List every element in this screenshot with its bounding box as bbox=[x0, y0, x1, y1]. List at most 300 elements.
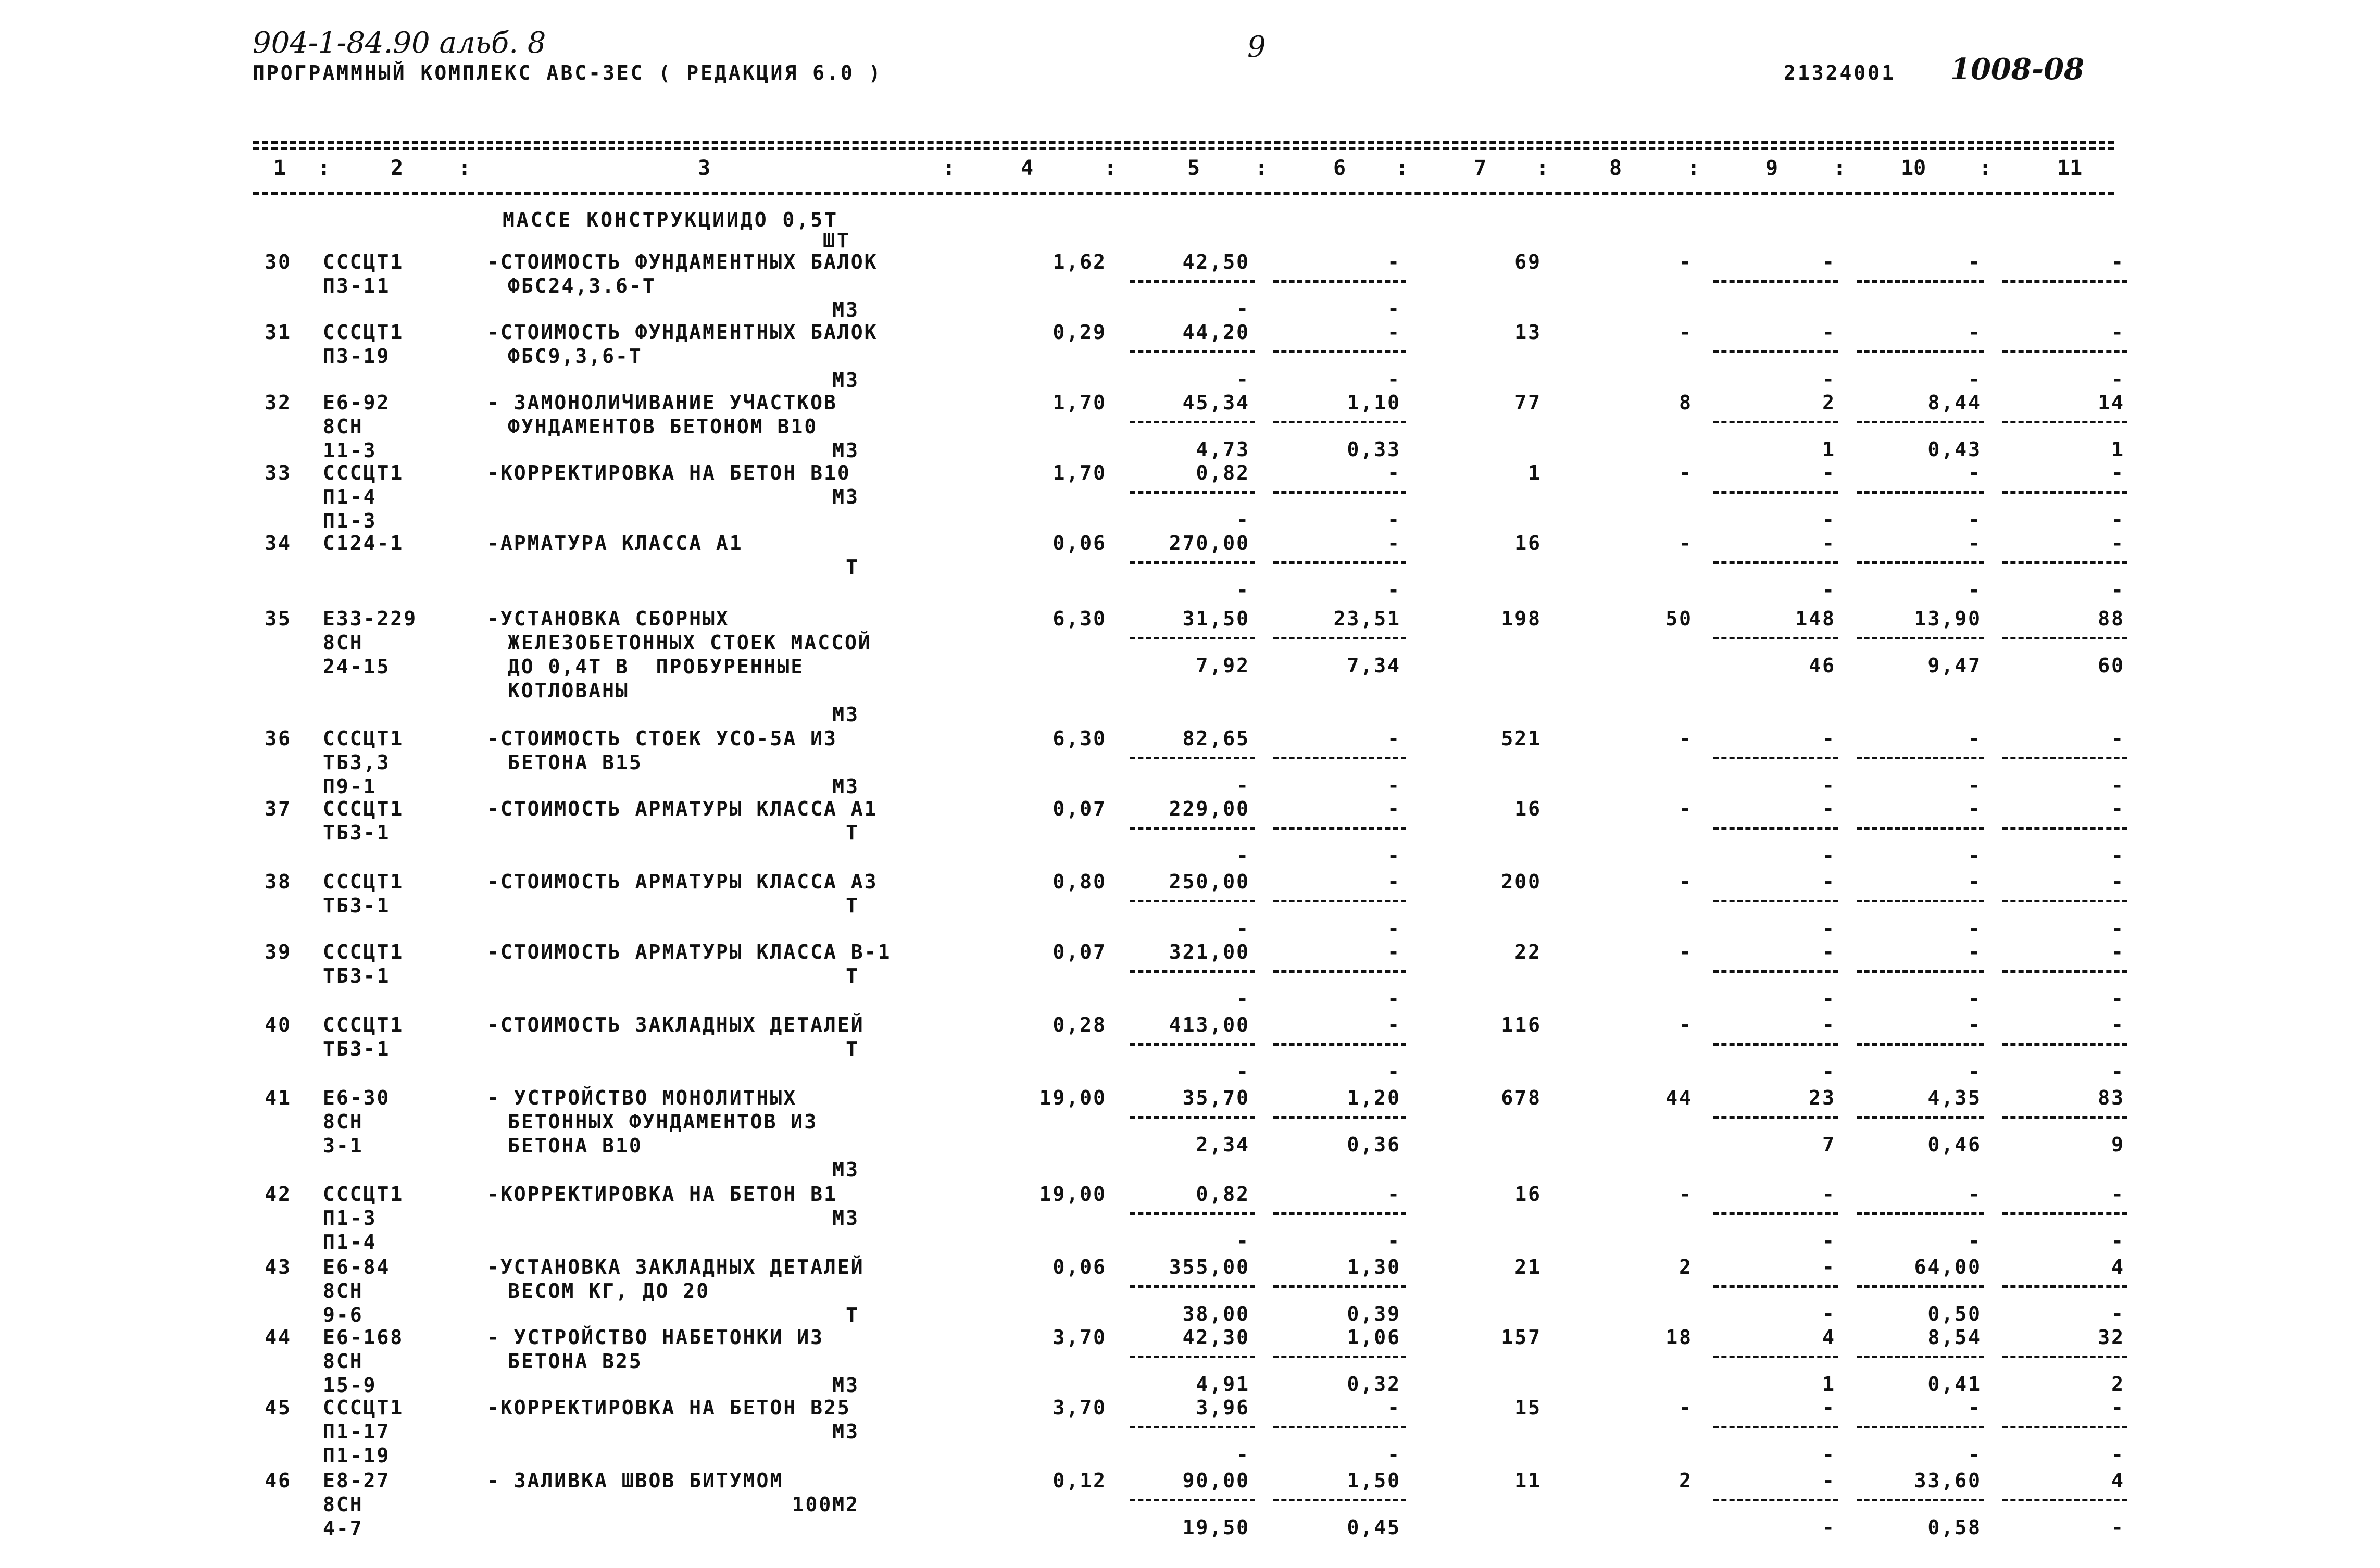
cell-c5b: - bbox=[1236, 917, 1250, 940]
cell-c10b: 0,41 bbox=[1927, 1373, 1982, 1396]
row-number: 33 bbox=[265, 461, 292, 484]
cell-c10b: 0,50 bbox=[1927, 1302, 1982, 1325]
cell-c11: - bbox=[2111, 321, 2125, 344]
cell-c7: 77 bbox=[1514, 391, 1542, 414]
cell-divider bbox=[1713, 637, 1838, 639]
row-description: ДО 0,4Т В ПРОБУРЕННЫЕ bbox=[508, 655, 805, 678]
row-code: 11-3 bbox=[323, 439, 377, 462]
cell-divider bbox=[1713, 1043, 1838, 1046]
cell-divider bbox=[1130, 1499, 1255, 1501]
cell-c4: 0,80 bbox=[1053, 870, 1107, 893]
cell-divider bbox=[1130, 1116, 1255, 1119]
column-separator: : bbox=[1687, 156, 1700, 180]
row-code: П1-3 bbox=[323, 509, 377, 532]
column-separator: : bbox=[1979, 156, 1992, 180]
cell-c11: - bbox=[2111, 727, 2125, 750]
cell-c6: - bbox=[1387, 727, 1401, 750]
cell-c11b: - bbox=[2111, 368, 2125, 391]
cell-c8: 18 bbox=[1665, 1326, 1693, 1349]
row-unit: М3 bbox=[832, 298, 859, 321]
table-row bbox=[0, 870, 2380, 940]
cell-c5b: - bbox=[1236, 774, 1250, 797]
cell-divider bbox=[1857, 350, 1984, 353]
cell-c4: 0,28 bbox=[1053, 1013, 1107, 1036]
cell-c5: 45,34 bbox=[1182, 391, 1250, 414]
cell-c10: 33,60 bbox=[1914, 1469, 1982, 1492]
column-header-8: 8 bbox=[1609, 156, 1622, 180]
cell-c10: - bbox=[1968, 461, 1982, 484]
cell-c5: 321,00 bbox=[1169, 940, 1250, 963]
cell-c4: 0,07 bbox=[1053, 940, 1107, 963]
row-unit: Т bbox=[846, 821, 859, 844]
cell-c10: - bbox=[1968, 870, 1982, 893]
cell-divider bbox=[1857, 757, 1984, 759]
cell-c5: 3,96 bbox=[1196, 1396, 1250, 1419]
cell-c9b: - bbox=[1822, 1516, 1836, 1539]
row-code: П1-19 bbox=[323, 1444, 391, 1467]
cell-c6b: - bbox=[1387, 508, 1401, 531]
cell-divider bbox=[1713, 280, 1838, 283]
table-row bbox=[0, 531, 2380, 602]
cell-c11b: - bbox=[2111, 1060, 2125, 1083]
handwritten-code: 1008-08 bbox=[1950, 52, 2085, 86]
cell-c11b: - bbox=[2111, 1516, 2125, 1539]
cell-c9: 2 bbox=[1822, 391, 1836, 414]
table-row bbox=[0, 726, 2380, 797]
row-code: П3-11 bbox=[323, 274, 391, 297]
cell-divider bbox=[1713, 350, 1838, 353]
cell-divider bbox=[1273, 827, 1406, 830]
row-unit: М3 bbox=[832, 1374, 859, 1397]
cell-c9b: - bbox=[1822, 917, 1836, 940]
table-row bbox=[0, 1469, 2380, 1539]
cell-c4: 1,70 bbox=[1053, 461, 1107, 484]
row-description: - ЗАМОНОЛИЧИВАНИЕ УЧАСТКОВ bbox=[487, 391, 837, 414]
continuation-unit: ШТ bbox=[823, 229, 851, 252]
row-number: 42 bbox=[265, 1183, 292, 1206]
cell-c11b: 1 bbox=[2111, 438, 2125, 461]
cell-c9: - bbox=[1822, 870, 1836, 893]
cell-divider bbox=[1713, 421, 1838, 423]
cell-c5: 413,00 bbox=[1169, 1013, 1250, 1036]
cell-divider bbox=[1130, 757, 1255, 759]
cell-c8: 2 bbox=[1679, 1469, 1693, 1492]
cell-c9: - bbox=[1822, 321, 1836, 344]
cell-c9: - bbox=[1822, 727, 1836, 750]
row-description: - ЗАЛИВКА ШВОВ БИТУМОМ bbox=[487, 1469, 784, 1492]
cell-c10b: - bbox=[1968, 774, 1982, 797]
column-header-5: 5 bbox=[1187, 156, 1200, 180]
row-description: -СТОИМОСТЬ АРМАТУРЫ КЛАССА А3 bbox=[487, 870, 878, 893]
cell-c10: - bbox=[1968, 1396, 1982, 1419]
cell-divider bbox=[2002, 1426, 2127, 1428]
cell-c10: 4,35 bbox=[1927, 1086, 1982, 1109]
column-header-6: 6 bbox=[1333, 156, 1346, 180]
cell-c9b: 46 bbox=[1809, 654, 1836, 677]
row-number: 45 bbox=[265, 1396, 292, 1419]
cell-c11: - bbox=[2111, 1396, 2125, 1419]
cell-c5b: - bbox=[1236, 1060, 1250, 1083]
cell-divider bbox=[1713, 1499, 1838, 1501]
cell-divider bbox=[1713, 561, 1838, 564]
cell-divider bbox=[1273, 1426, 1406, 1428]
cell-c10: - bbox=[1968, 940, 1982, 963]
cell-c4: 1,70 bbox=[1053, 391, 1107, 414]
cell-divider bbox=[1857, 900, 1984, 902]
cell-divider bbox=[2002, 1212, 2127, 1215]
cell-c6b: 7,34 bbox=[1347, 654, 1401, 677]
row-code: Е6-168 bbox=[323, 1326, 404, 1349]
cell-c9: - bbox=[1822, 461, 1836, 484]
row-description: -КОРРЕКТИРОВКА НА БЕТОН В25 bbox=[487, 1396, 851, 1419]
cell-divider bbox=[2002, 1356, 2127, 1358]
row-number: 43 bbox=[265, 1256, 292, 1278]
cell-c5b: - bbox=[1236, 368, 1250, 391]
row-description: -СТОИМОСТЬ АРМАТУРЫ КЛАССА А1 bbox=[487, 797, 878, 820]
cell-c6: - bbox=[1387, 461, 1401, 484]
cell-c9: 148 bbox=[1795, 607, 1836, 630]
column-header-7: 7 bbox=[1474, 156, 1487, 180]
cell-c11: 83 bbox=[2098, 1086, 2125, 1109]
row-number: 36 bbox=[265, 727, 292, 750]
row-code: П9-1 bbox=[323, 775, 377, 798]
cell-c6b: 0,45 bbox=[1347, 1516, 1401, 1539]
cell-c5: 229,00 bbox=[1169, 797, 1250, 820]
cell-divider bbox=[1713, 1356, 1838, 1358]
cell-divider bbox=[1713, 900, 1838, 902]
row-unit: М3 bbox=[832, 775, 859, 798]
cell-c10b: 0,58 bbox=[1927, 1516, 1982, 1539]
row-code: П1-3 bbox=[323, 1207, 377, 1230]
cell-divider bbox=[1857, 421, 1984, 423]
cell-c5b: - bbox=[1236, 297, 1250, 320]
row-code: П1-4 bbox=[323, 485, 377, 508]
row-unit: Т bbox=[846, 1037, 859, 1060]
cell-c8: - bbox=[1679, 532, 1693, 555]
cell-c11b: 60 bbox=[2098, 654, 2125, 677]
cell-c11b: - bbox=[2111, 774, 2125, 797]
cell-c9: - bbox=[1822, 1469, 1836, 1492]
cell-c5b: - bbox=[1236, 987, 1250, 1010]
column-header-4: 4 bbox=[1021, 156, 1034, 180]
row-unit: М3 bbox=[832, 1207, 859, 1230]
cell-c11: - bbox=[2111, 1013, 2125, 1036]
cell-c10b: 0,46 bbox=[1927, 1133, 1982, 1156]
cell-c4: 0,07 bbox=[1053, 797, 1107, 820]
row-code: 8СН bbox=[323, 1350, 364, 1373]
cell-c4: 3,70 bbox=[1053, 1326, 1107, 1349]
cell-c9b: - bbox=[1822, 987, 1836, 1010]
cell-c4: 3,70 bbox=[1053, 1396, 1107, 1419]
row-unit: 100М2 bbox=[792, 1493, 859, 1516]
cell-c10b: - bbox=[1968, 508, 1982, 531]
column-separator: : bbox=[318, 156, 331, 180]
cell-c10b: - bbox=[1968, 844, 1982, 867]
cell-divider bbox=[1130, 637, 1255, 639]
cell-c7: 521 bbox=[1501, 727, 1542, 750]
cell-divider bbox=[1713, 970, 1838, 973]
cell-divider bbox=[1130, 1285, 1255, 1288]
table-row bbox=[0, 1396, 2380, 1466]
cell-divider bbox=[1273, 1043, 1406, 1046]
cell-c6: - bbox=[1387, 321, 1401, 344]
cell-c10: - bbox=[1968, 321, 1982, 344]
cell-c11b: - bbox=[2111, 987, 2125, 1010]
cell-c5: 0,82 bbox=[1196, 1183, 1250, 1206]
cell-c6b: - bbox=[1387, 1230, 1401, 1252]
cell-c4: 0,29 bbox=[1053, 321, 1107, 344]
cell-c7: 157 bbox=[1501, 1326, 1542, 1349]
cell-c9b: - bbox=[1822, 1302, 1836, 1325]
cell-c11: 88 bbox=[2098, 607, 2125, 630]
table-row bbox=[0, 1013, 2380, 1084]
cell-c9: 23 bbox=[1809, 1086, 1836, 1109]
row-code: 3-1 bbox=[323, 1134, 364, 1157]
cell-c5b: - bbox=[1236, 579, 1250, 601]
cell-divider bbox=[1130, 561, 1255, 564]
row-unit: М3 bbox=[832, 1158, 859, 1181]
cell-divider bbox=[1130, 1212, 1255, 1215]
cell-c7: 116 bbox=[1501, 1013, 1542, 1036]
row-unit: М3 bbox=[832, 485, 859, 508]
cell-divider bbox=[1273, 280, 1406, 283]
column-separator: : bbox=[1104, 156, 1117, 180]
row-code: СССЦТ1 bbox=[323, 940, 404, 963]
cell-c6: - bbox=[1387, 532, 1401, 555]
cell-divider bbox=[1857, 1212, 1984, 1215]
cell-c10b: - bbox=[1968, 368, 1982, 391]
cell-c5: 82,65 bbox=[1182, 727, 1250, 750]
row-code: 8СН bbox=[323, 415, 364, 438]
cell-c8: 8 bbox=[1679, 391, 1693, 414]
row-code: ТБ3-1 bbox=[323, 1037, 391, 1060]
cell-divider bbox=[1857, 1356, 1984, 1358]
cell-c10b: - bbox=[1968, 987, 1982, 1010]
cell-c5: 90,00 bbox=[1182, 1469, 1250, 1492]
cell-c11: 4 bbox=[2111, 1469, 2125, 1492]
row-code: Е8-27 bbox=[323, 1469, 391, 1492]
cell-divider bbox=[2002, 421, 2127, 423]
row-unit: М3 bbox=[832, 1420, 859, 1443]
table-row bbox=[0, 1325, 2380, 1396]
table-row bbox=[0, 1086, 2380, 1181]
cell-divider bbox=[1857, 1116, 1984, 1119]
cell-c4: 1,62 bbox=[1053, 250, 1107, 273]
cell-c5b: 4,73 bbox=[1196, 438, 1250, 461]
cell-divider bbox=[1273, 1116, 1406, 1119]
cell-c9: - bbox=[1822, 532, 1836, 555]
cell-divider bbox=[2002, 900, 2127, 902]
cell-c6: 23,51 bbox=[1333, 607, 1401, 630]
row-description: БЕТОННЫХ ФУНДАМЕНТОВ ИЗ bbox=[508, 1110, 818, 1133]
row-description: -СТОИМОСТЬ АРМАТУРЫ КЛАССА В-1 bbox=[487, 940, 892, 963]
cell-c11b: - bbox=[2111, 508, 2125, 531]
cell-c10: - bbox=[1968, 797, 1982, 820]
cell-divider bbox=[1857, 1043, 1984, 1046]
table-row bbox=[0, 250, 2380, 321]
cell-c9: - bbox=[1822, 1183, 1836, 1206]
cell-divider bbox=[1713, 1426, 1838, 1428]
row-unit: Т bbox=[846, 556, 859, 579]
cell-c8: - bbox=[1679, 797, 1693, 820]
row-description: -АРМАТУРА КЛАССА А1 bbox=[487, 532, 743, 555]
row-description: ВЕСОМ КГ, ДО 20 bbox=[508, 1280, 710, 1302]
table-row bbox=[0, 1182, 2380, 1253]
column-header-2: 2 bbox=[391, 156, 404, 180]
row-description: ФУНДАМЕНТОВ БЕТОНОМ В10 bbox=[508, 415, 818, 438]
cell-c9b: - bbox=[1822, 508, 1836, 531]
row-code: 24-15 bbox=[323, 655, 391, 678]
cell-c6b: - bbox=[1387, 774, 1401, 797]
cell-c5: 0,82 bbox=[1196, 461, 1250, 484]
column-separator: : bbox=[458, 156, 471, 180]
cell-c6b: 0,36 bbox=[1347, 1133, 1401, 1156]
cell-c5b: 2,34 bbox=[1196, 1133, 1250, 1156]
cell-c4: 6,30 bbox=[1053, 727, 1107, 750]
cell-c6b: - bbox=[1387, 1060, 1401, 1083]
cell-c10: - bbox=[1968, 532, 1982, 555]
cell-c4: 6,30 bbox=[1053, 607, 1107, 630]
row-code: 8СН bbox=[323, 1280, 364, 1302]
cell-c6: 1,06 bbox=[1347, 1326, 1401, 1349]
row-number: 40 bbox=[265, 1013, 292, 1036]
cell-c10: 8,44 bbox=[1927, 391, 1982, 414]
cell-divider bbox=[1713, 827, 1838, 830]
cell-divider bbox=[1857, 280, 1984, 283]
cell-c10: 64,00 bbox=[1914, 1256, 1982, 1278]
cell-c11: - bbox=[2111, 870, 2125, 893]
cell-divider bbox=[1273, 637, 1406, 639]
cell-c4: 0,06 bbox=[1053, 1256, 1107, 1278]
cell-c9b: 1 bbox=[1822, 438, 1836, 461]
cell-c6: 1,50 bbox=[1347, 1469, 1401, 1492]
cell-c9b: - bbox=[1822, 368, 1836, 391]
row-code: Е6-30 bbox=[323, 1086, 391, 1109]
cell-c9: - bbox=[1822, 940, 1836, 963]
cell-c5: 44,20 bbox=[1182, 321, 1250, 344]
cell-c7: 200 bbox=[1501, 870, 1542, 893]
cell-divider bbox=[2002, 637, 2127, 639]
cell-c5b: - bbox=[1236, 508, 1250, 531]
cell-c6b: - bbox=[1387, 1443, 1401, 1466]
cell-c4: 19,00 bbox=[1039, 1086, 1107, 1109]
cell-c6: - bbox=[1387, 940, 1401, 963]
cell-divider bbox=[1273, 561, 1406, 564]
cell-divider bbox=[1857, 1426, 1984, 1428]
cell-c11: 32 bbox=[2098, 1326, 2125, 1349]
cell-c5: 42,50 bbox=[1182, 250, 1250, 273]
header-rule-top bbox=[253, 141, 2114, 144]
row-number: 46 bbox=[265, 1469, 292, 1492]
cell-c5b: - bbox=[1236, 1443, 1250, 1466]
cell-c6: - bbox=[1387, 250, 1401, 273]
cell-c9b: - bbox=[1822, 1443, 1836, 1466]
cell-divider bbox=[2002, 1285, 2127, 1288]
cell-c9: - bbox=[1822, 1396, 1836, 1419]
cell-c9b: - bbox=[1822, 579, 1836, 601]
cell-c11b: 2 bbox=[2111, 1373, 2125, 1396]
cell-c4: 0,06 bbox=[1053, 532, 1107, 555]
cell-c9b: - bbox=[1822, 1230, 1836, 1252]
row-description: ЖЕЛЕЗОБЕТОННЫХ СТОЕК МАССОЙ bbox=[508, 631, 872, 654]
table-row bbox=[0, 1255, 2380, 1326]
row-code: П1-4 bbox=[323, 1231, 377, 1253]
row-unit: Т bbox=[846, 964, 859, 987]
cell-c5: 355,00 bbox=[1169, 1256, 1250, 1278]
cell-c6: - bbox=[1387, 1013, 1401, 1036]
continuation-text: МАССЕ КОНСТРУКЦИИДО 0,5Т bbox=[503, 208, 839, 231]
cell-c7: 15 bbox=[1514, 1396, 1542, 1419]
cell-c5b: - bbox=[1236, 1230, 1250, 1252]
cell-c6b: - bbox=[1387, 297, 1401, 320]
row-code: СССЦТ1 bbox=[323, 727, 404, 750]
cell-c7: 16 bbox=[1514, 797, 1542, 820]
row-description: БЕТОНА В10 bbox=[508, 1134, 643, 1157]
cell-c11: 4 bbox=[2111, 1256, 2125, 1278]
cell-c6b: - bbox=[1387, 579, 1401, 601]
cell-divider bbox=[1857, 970, 1984, 973]
cell-c5: 270,00 bbox=[1169, 532, 1250, 555]
page-number: 9 bbox=[1247, 30, 1266, 64]
cell-c10: - bbox=[1968, 250, 1982, 273]
row-description: КОТЛОВАНЫ bbox=[508, 679, 629, 702]
cell-c6b: - bbox=[1387, 917, 1401, 940]
cell-divider bbox=[1713, 1212, 1838, 1215]
cell-c8: 50 bbox=[1665, 607, 1693, 630]
cell-divider bbox=[2002, 350, 2127, 353]
cell-divider bbox=[1130, 421, 1255, 423]
cell-divider bbox=[1130, 1043, 1255, 1046]
cell-c5b: 4,91 bbox=[1196, 1373, 1250, 1396]
cell-divider bbox=[1273, 900, 1406, 902]
cell-c9b: 7 bbox=[1822, 1133, 1836, 1156]
row-description: -СТОИМОСТЬ СТОЕК УСО-5А ИЗ bbox=[487, 727, 837, 750]
cell-c11b: 9 bbox=[2111, 1133, 2125, 1156]
row-code: СССЦТ1 bbox=[323, 1013, 404, 1036]
cell-c11: - bbox=[2111, 250, 2125, 273]
column-header-9: 9 bbox=[1765, 156, 1778, 180]
row-description: - УСТРОЙСТВО МОНОЛИТНЫХ bbox=[487, 1086, 797, 1109]
cell-c11: - bbox=[2111, 1183, 2125, 1206]
cell-c7: 22 bbox=[1514, 940, 1542, 963]
cell-divider bbox=[2002, 561, 2127, 564]
cell-divider bbox=[1857, 1499, 1984, 1501]
row-number: 44 bbox=[265, 1326, 292, 1349]
cell-c5b: - bbox=[1236, 844, 1250, 867]
row-number: 31 bbox=[265, 321, 292, 344]
cell-c6b: - bbox=[1387, 368, 1401, 391]
column-separator: : bbox=[1536, 156, 1549, 180]
cell-divider bbox=[2002, 491, 2127, 494]
cell-divider bbox=[1713, 1116, 1838, 1119]
table-row bbox=[0, 940, 2380, 1011]
cell-c9: - bbox=[1822, 250, 1836, 273]
cell-c9: - bbox=[1822, 1256, 1836, 1278]
cell-c6: 1,10 bbox=[1347, 391, 1401, 414]
column-header-11: 11 bbox=[2057, 156, 2083, 180]
cell-c11: - bbox=[2111, 461, 2125, 484]
row-description: -КОРРЕКТИРОВКА НА БЕТОН В10 bbox=[487, 461, 851, 484]
cell-c8: - bbox=[1679, 1183, 1693, 1206]
cell-c5b: 19,50 bbox=[1182, 1516, 1250, 1539]
cell-divider bbox=[1273, 1212, 1406, 1215]
cell-divider bbox=[1273, 970, 1406, 973]
cell-divider bbox=[1130, 1356, 1255, 1358]
row-code: СССЦТ1 bbox=[323, 250, 404, 273]
row-code: ТБ3-1 bbox=[323, 894, 391, 917]
column-header-10: 10 bbox=[1901, 156, 1926, 180]
row-number: 35 bbox=[265, 607, 292, 630]
